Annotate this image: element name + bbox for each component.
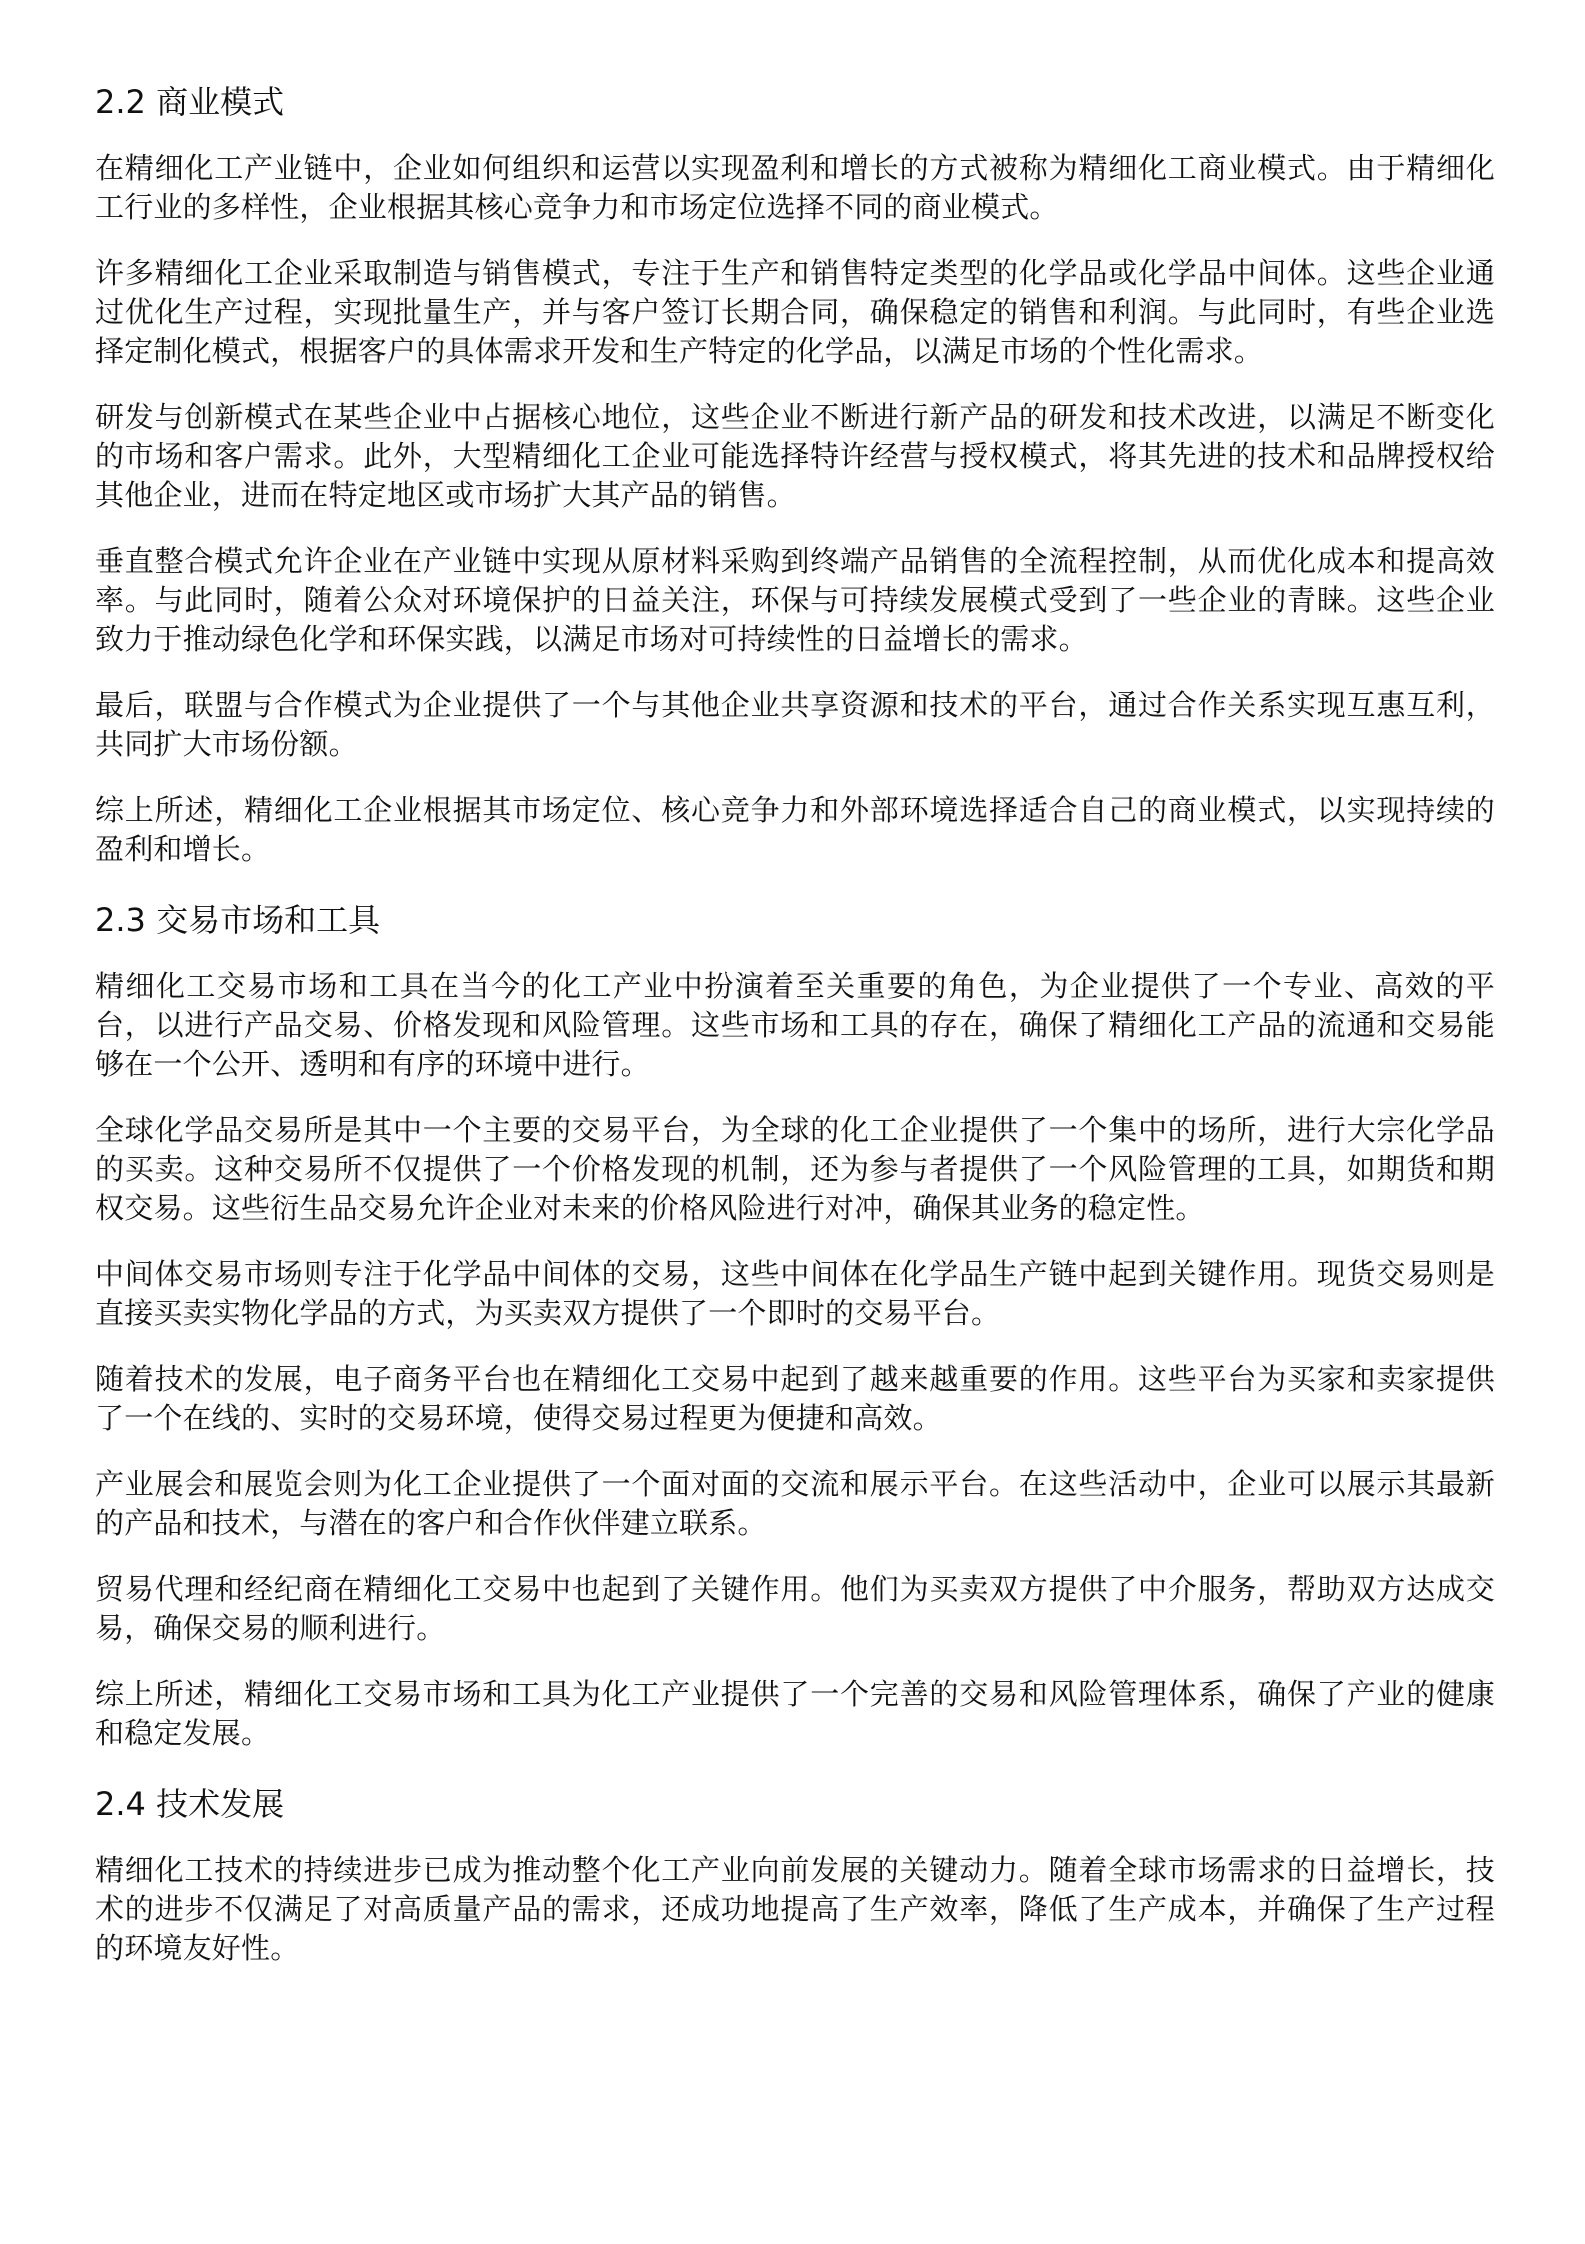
section-heading: 2.2 商业模式 [95,83,285,121]
paragraph: 贸易代理和经纪商在精细化工交易中也起到了关键作用。他们为买卖双方提供了中介服务，帮助双方达成交易，确保交易的顺利进行。 [95,1572,1495,1645]
section-heading: 2.3 交易市场和工具 [95,901,381,939]
paragraph: 研发与创新模式在某些企业中占据核心地位，这些企业不断进行新产品的研发和技术改进，以满足不断变化的市场和客户需求。此外，大型精细化工企业可能选择特许经营与授权模式，将其先进的技术和品牌授权给其他企业，进而在特定地区或市场扩大其产品的销售。 [95,400,1495,512]
paragraph: 综上所述，精细化工企业根据其市场定位、核心竞争力和外部环境选择适合自己的商业模式，以实现持续的盈利和增长。 [95,793,1495,866]
paragraph: 全球化学品交易所是其中一个主要的交易平台，为全球的化工企业提供了一个集中的场所，进行大宗化学品的买卖。这种交易所不仅提供了一个价格发现的机制，还为参与者提供了一个风险管理的工具，如期货和期权交易。这些衍生品交易允许企业对未来的价格风险进行对冲，确保其业务的稳定性。 [95,1113,1495,1225]
paragraph: 随着技术的发展，电子商务平台也在精细化工交易中起到了越来越重要的作用。这些平台为买家和卖家提供了一个在线的、实时的交易环境，使得交易过程更为便捷和高效。 [95,1362,1495,1435]
paragraph: 最后，联盟与合作模式为企业提供了一个与其他企业共享资源和技术的平台，通过合作关系实现互惠互利，共同扩大市场份额。 [95,688,1495,761]
section-business-model [95,78,1495,869]
section-technology-development [95,1780,1495,1968]
paragraph: 产业展会和展览会则为化工企业提供了一个面对面的交流和展示平台。在这些活动中，企业可以展示其最新的产品和技术，与潜在的客户和合作伙伴建立联系。 [95,1467,1495,1540]
paragraph: 垂直整合模式允许企业在产业链中实现从原材料采购到终端产品销售的全流程控制，从而优化成本和提高效率。与此同时，随着公众对环境保护的日益关注，环保与可持续发展模式受到了一些企业的青睐。这些企业致力于推动绿色化学和环保实践，以满足市场对可持续性的日益增长的需求。 [95,544,1495,656]
paragraph: 综上所述，精细化工交易市场和工具为化工产业提供了一个完善的交易和风险管理体系，确保了产业的健康和稳定发展。 [95,1677,1495,1750]
section-trading-markets [95,896,1495,1753]
paragraph: 精细化工交易市场和工具在当今的化工产业中扮演着至关重要的角色，为企业提供了一个专业、高效的平台，以进行产品交易、价格发现和风险管理。这些市场和工具的存在，确保了精细化工产品的流通和交易能够在一个公开、透明和有序的环境中进行。 [95,969,1495,1081]
paragraph: 精细化工技术的持续进步已成为推动整个化工产业向前发展的关键动力。随着全球市场需求的日益增长，技术的进步不仅满足了对高质量产品的需求，还成功地提高了生产效率，降低了生产成本，并确保了生产过程的环境友好性。 [95,1853,1495,1965]
paragraph: 中间体交易市场则专注于化学品中间体的交易，这些中间体在化学品生产链中起到关键作用。现货交易则是直接买卖实物化学品的方式，为买卖双方提供了一个即时的交易平台。 [95,1257,1495,1330]
paragraph: 在精细化工产业链中，企业如何组织和运营以实现盈利和增长的方式被称为精细化工商业模式。由于精细化工行业的多样性，企业根据其核心竞争力和市场定位选择不同的商业模式。 [95,151,1495,224]
document-page [95,78,1495,1995]
paragraph: 许多精细化工企业采取制造与销售模式，专注于生产和销售特定类型的化学品或化学品中间体。这些企业通过优化生产过程，实现批量生产，并与客户签订长期合同，确保稳定的销售和利润。与此同时，有些企业选择定制化模式，根据客户的具体需求开发和生产特定的化学品，以满足市场的个性化需求。 [95,256,1495,368]
section-heading: 2.4 技术发展 [95,1785,285,1823]
